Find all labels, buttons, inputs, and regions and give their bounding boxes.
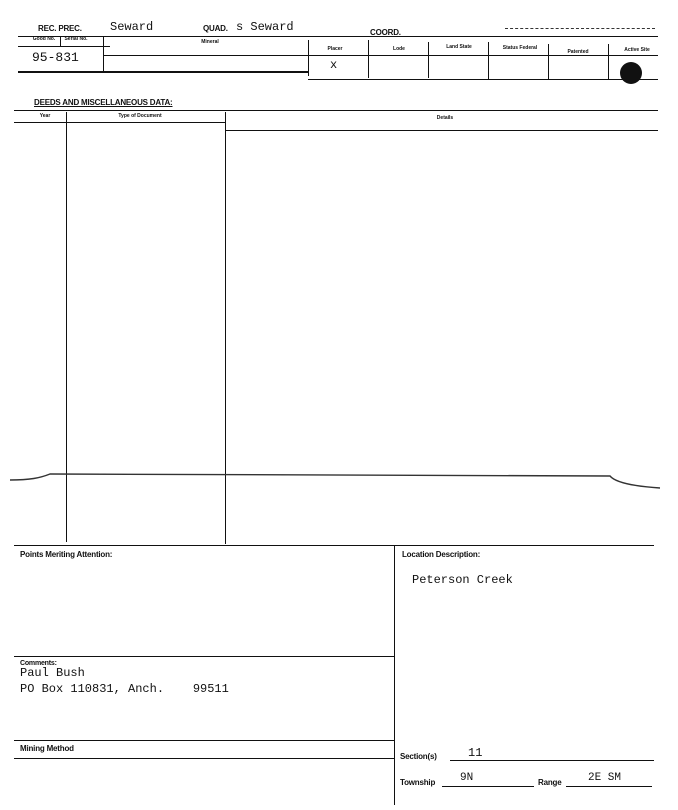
column-header-rule-right [103, 55, 658, 56]
quad-value: s Seward [236, 20, 294, 34]
township-underline [442, 786, 534, 787]
rec-prec-label: REC. PREC. [38, 24, 82, 33]
range-label: Range [538, 778, 562, 787]
col-mineral: Mineral [201, 39, 219, 45]
deeds-fold-line [0, 468, 678, 492]
col-serial-no: Serial No. [64, 36, 88, 42]
deeds-col-year: Year [39, 113, 51, 119]
placer-mark: x [330, 58, 338, 72]
range-value: 2E SM [588, 772, 622, 784]
quad-label: QUAD. [203, 24, 228, 33]
comments-label: Comments: [20, 660, 57, 667]
active-site-dot [620, 62, 642, 84]
points-label: Points Meriting Attention: [20, 550, 113, 559]
deeds-col-type: Type of Document [118, 113, 162, 119]
col-placer: Placer [327, 46, 343, 52]
mining-top-rule [14, 740, 394, 741]
column-header-rule [18, 46, 110, 47]
bottom-top-rule [14, 545, 654, 546]
coord-label: COORD. [370, 28, 401, 37]
divider-placer-lode [368, 40, 369, 78]
col-land-state: Land State [446, 44, 472, 50]
header-top-rule [18, 36, 658, 37]
location-label: Location Description: [402, 550, 481, 559]
record-number: 95-831 [32, 50, 79, 65]
col-lode: Lode [393, 46, 405, 52]
deeds-header-rule-right [226, 130, 658, 131]
divider-mineral-placer [308, 40, 309, 76]
divider-status-patented [548, 44, 549, 80]
section-value: 11 [468, 746, 483, 760]
header-bottom-rule [18, 71, 308, 73]
col-patented: Patented [567, 49, 589, 55]
township-value: 9N [460, 772, 474, 784]
divider-serial-mineral [103, 36, 104, 72]
coord-dash-line [505, 28, 655, 29]
header-area [0, 0, 678, 90]
deeds-top-rule [14, 110, 658, 111]
col-active-site: Active Site [624, 47, 650, 53]
mining-bottom-rule [14, 758, 394, 759]
range-underline [566, 786, 652, 787]
deeds-header-rule [14, 122, 226, 123]
divider-lode-land [428, 42, 429, 78]
location-value: Peterson Creek [412, 573, 513, 587]
comments-top-rule [14, 656, 394, 657]
deeds-col-details: Details [436, 115, 454, 121]
bottom-center-divider [394, 545, 395, 805]
header-bottom-rule-right [308, 79, 658, 80]
rec-prec-value: Seward [110, 20, 154, 34]
comments-line-2: PO Box 110831, Anch. 99511 [20, 682, 229, 696]
col-status-federal: Status Federal [502, 45, 538, 51]
township-label: Township [400, 778, 436, 787]
divider-patented-active [608, 44, 609, 80]
section-label: Section(s) [400, 752, 437, 761]
deeds-section-title: DEEDS AND MISCELLANEOUS DATA: [34, 98, 173, 107]
col-good-no: Good No. [32, 36, 56, 42]
section-underline [450, 760, 654, 761]
mining-method-label: Mining Method [20, 744, 74, 753]
divider-good-serial [60, 36, 61, 46]
divider-land-status [488, 42, 489, 80]
comments-line-1: Paul Bush [20, 666, 85, 680]
